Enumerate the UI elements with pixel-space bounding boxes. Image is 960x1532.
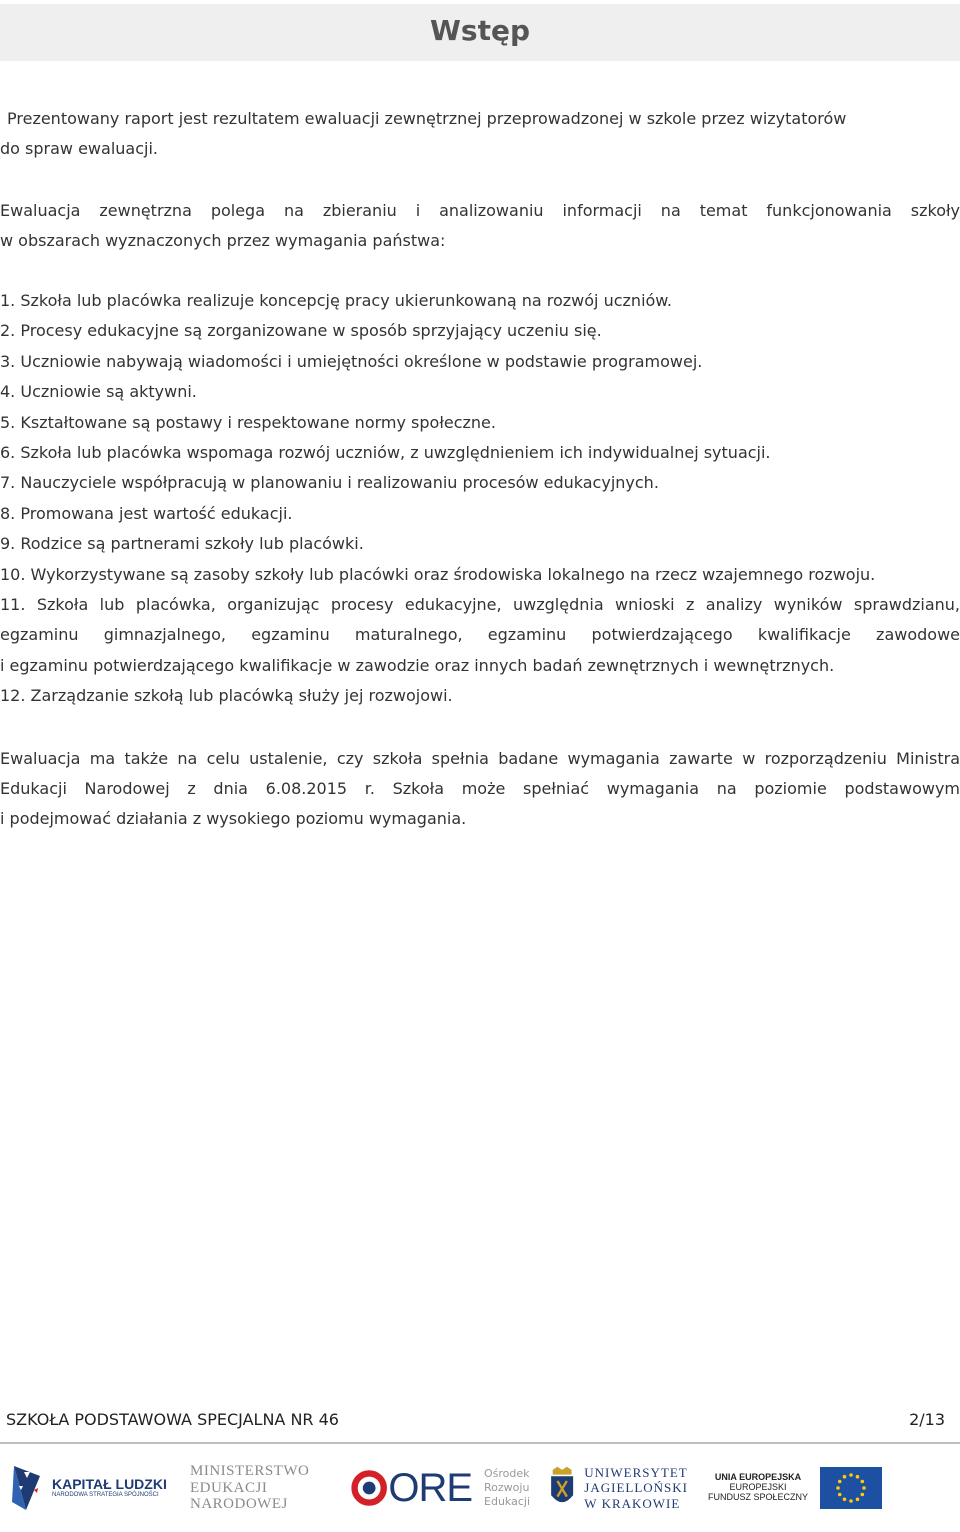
requirement-11-line-1: 11. Szkoła lub placówka, organizując procesy edukacyjne, uwzględnia wnioski z analizy wyników sprawdzianu, (0, 595, 960, 615)
eu-line-3: FUNDUSZ SPOŁECZNY (708, 1491, 809, 1502)
uj-line-1: UNIWERSYTET (584, 1464, 688, 1480)
footer-divider (0, 1442, 960, 1444)
intro-paragraph (0, 104, 960, 164)
eu-flag-icon (820, 1467, 882, 1509)
ore-line-1: Ośrodek (484, 1466, 530, 1480)
requirements-list (0, 286, 960, 712)
closing-line-3: i podejmować działania z wysokiego poziomu wymagania. (0, 809, 467, 828)
requirement-item: 6. Szkoła lub placówka wspomaga rozwój uczniów, z uwzględnieniem ich indywidualnej sytuacji. (0, 443, 771, 463)
evaluation-line-2: w obszarach wyznaczonych przez wymagania państwa: (0, 231, 446, 250)
kapital-ludzki-title: KAPITAŁ LUDZKI (52, 1476, 167, 1492)
requirement-item: 8. Promowana jest wartość edukacji. (0, 503, 293, 523)
eu-line-1: UNIA EUROPEJSKA (714, 1472, 802, 1483)
ore-logo (350, 1456, 530, 1520)
footer-page-number: 2/13 (909, 1410, 945, 1429)
intro-line-2: do spraw ewaluacji. (0, 139, 158, 158)
requirement-item: 2. Procesy edukacyjne są zorganizowane w sposób sprzyjający uczeniu się. (0, 321, 602, 341)
ore-ring-icon (350, 1467, 388, 1509)
ore-line-3: Edukacji (484, 1495, 530, 1509)
requirement-item-11 (0, 590, 960, 681)
kapital-ludzki-emblem-icon (10, 1462, 46, 1514)
uj-crest-icon (548, 1459, 576, 1517)
requirement-item: 1. Szkoła lub placówka realizuje koncepcję pracy ukierunkowaną na rozwój uczniów. (0, 291, 672, 310)
requirement-item: 4. Uczniowie są aktywni. (0, 382, 197, 402)
requirement-item: 7. Nauczyciele współpracują w planowaniu i realizowaniu procesów edukacyjnych. (0, 473, 659, 493)
men-line-2: EDUKACJI (190, 1479, 268, 1496)
requirement-item: 12. Zarządzanie szkołą lub placówką służy jej rozwojowi. (0, 686, 453, 706)
closing-paragraph (0, 744, 960, 834)
requirement-item: 10. Wykorzystywane są zasoby szkoły lub placówki oraz środowiska lokalnego na rzecz wzajemnego rozwoju. (0, 564, 876, 584)
footer-school-name: SZKOŁA PODSTAWOWA SPECJALNA NR 46 (6, 1410, 339, 1429)
men-line-3: NARODOWEJ (190, 1496, 288, 1513)
uj-line-2: JAGIELLOŃSKI (584, 1480, 688, 1496)
requirement-item: 3. Uczniowie nabywają wiadomości i umiejętności określone w podstawie programowej. (0, 351, 703, 371)
eu-line-2: EUROPEJSKI (729, 1482, 787, 1493)
page-title: Wstęp (430, 14, 530, 47)
eu-logo (708, 1456, 948, 1520)
closing-line-1: Ewaluacja ma także na celu ustalenie, czy szkoła spełnia badane wymagania zawarte w rozporządzeniu Ministra (0, 749, 960, 768)
requirement-11-line-3: i egzaminu potwierdzającego kwalifikacje w zawodzie oraz innych badań zewnętrznych i wewnętrznych. (0, 655, 835, 675)
closing-line-2: Edukacji Narodowej z dnia 6.08.2015 r. Szkoła może spełniać wymagania na poziomie podstawowym (0, 779, 960, 798)
requirement-11-line-2: egzaminu gimnazjalnego, egzaminu maturalnego, egzaminu potwierdzającego kwalifikacje zawodowe (0, 625, 960, 645)
evaluation-paragraph (0, 196, 960, 256)
ore-line-2: Rozwoju (484, 1480, 530, 1494)
evaluation-line-1: Ewaluacja zewnętrzna polega na zbieraniu i analizowaniu informacji na temat funkcjonowania szkoły (0, 201, 960, 220)
kapital-ludzki-logo (10, 1456, 170, 1520)
uj-line-3: W KRAKOWIE (584, 1495, 681, 1511)
ore-mark: ORE (388, 1465, 473, 1510)
requirement-item: 5. Kształtowane są postawy i respektowane normy społeczne. (0, 412, 496, 432)
requirement-item: 9. Rodzice są partnerami szkoły lub placówki. (0, 534, 364, 554)
uj-logo (548, 1456, 688, 1520)
intro-line-1: Prezentowany raport jest rezultatem ewaluacji zewnętrznej przeprowadzonej w szkole przez wizytatorów (7, 109, 847, 128)
kapital-ludzki-subtitle: NARODOWA STRATEGIA SPÓJNOŚCI (52, 1492, 159, 1499)
men-logo (190, 1456, 315, 1520)
men-line-1: MINISTERSTWO (190, 1463, 310, 1480)
